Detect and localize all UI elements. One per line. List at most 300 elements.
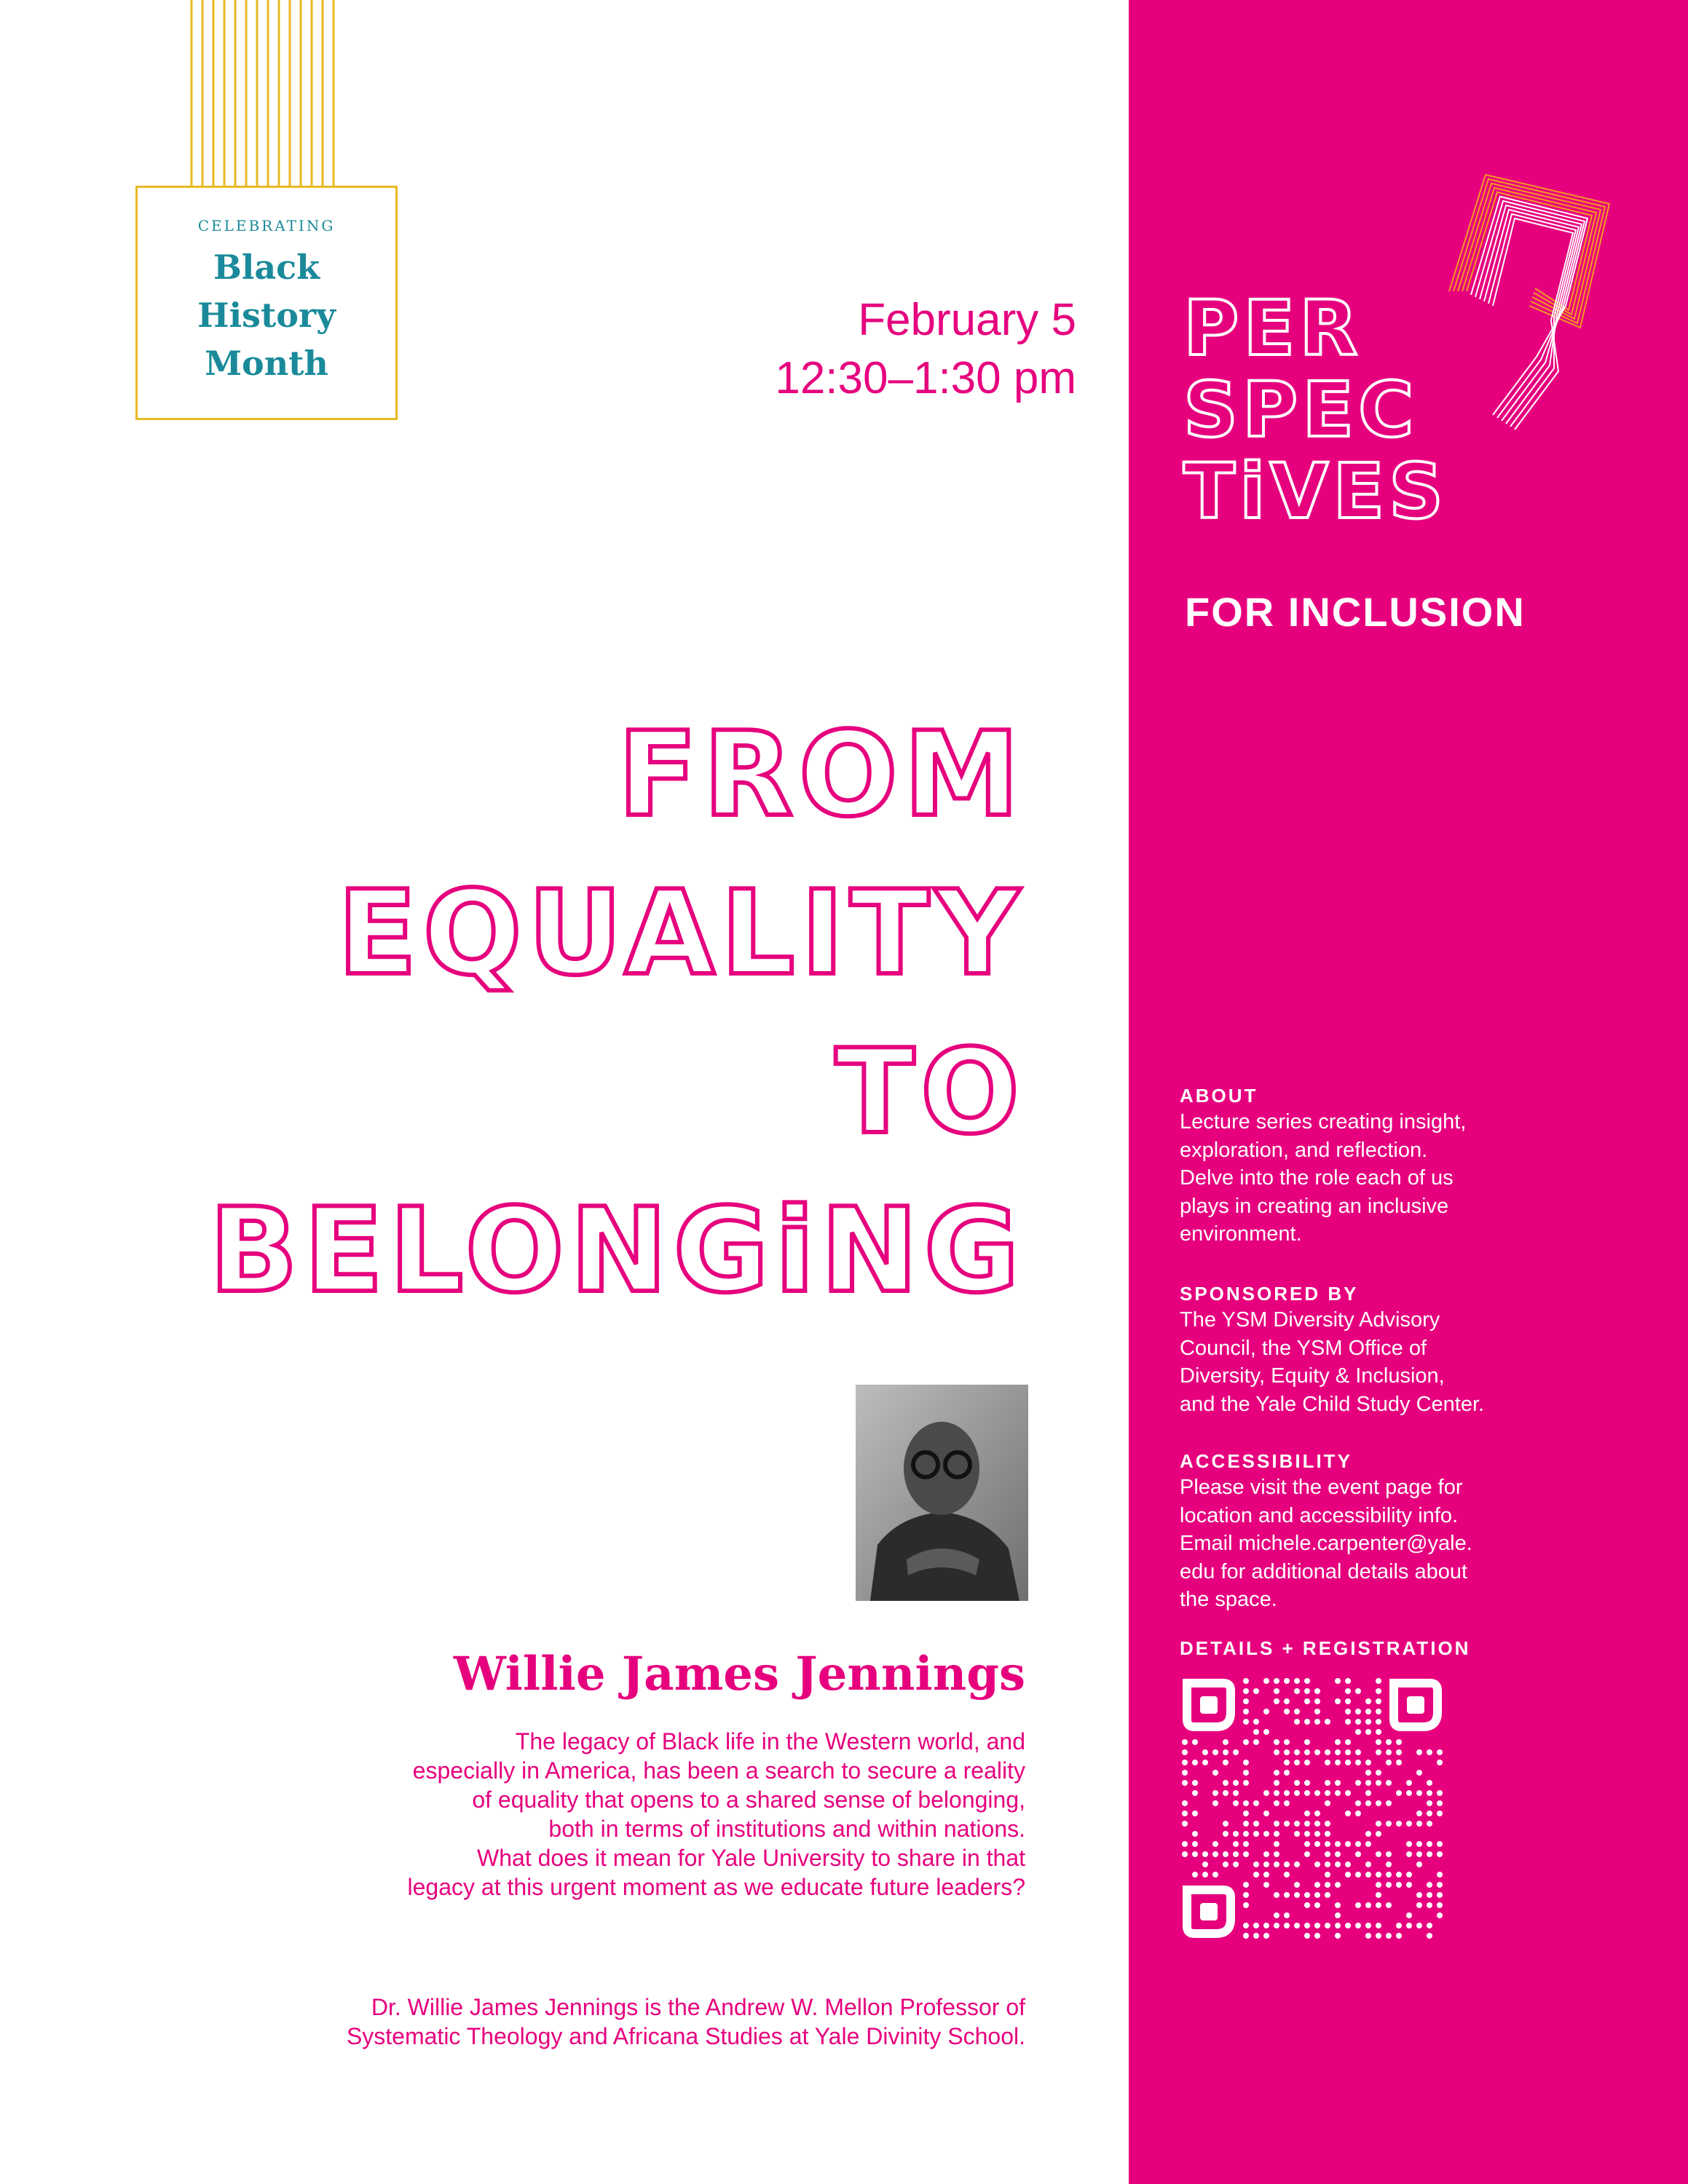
- qr-dot: [1284, 1698, 1290, 1704]
- qr-dot: [1233, 1841, 1239, 1847]
- qr-dot: [1335, 1698, 1341, 1704]
- qr-dot: [1294, 1882, 1300, 1888]
- qr-dot: [1202, 1851, 1208, 1857]
- qr-dot: [1396, 1760, 1402, 1765]
- qr-dot: [1427, 1882, 1432, 1888]
- qr-dot: [1182, 1800, 1188, 1806]
- event-time: 12:30–1:30 pm: [775, 353, 1076, 403]
- qr-dot: [1335, 1841, 1341, 1847]
- about-line: Delve into the role each of us: [1180, 1166, 1454, 1190]
- qr-dot: [1396, 1872, 1402, 1878]
- qr-dot: [1263, 1923, 1269, 1928]
- qr-dot: [1355, 1709, 1361, 1714]
- description-line: of equality that opens to a shared sense of belonging,: [472, 1787, 1025, 1813]
- qr-dot: [1182, 1851, 1188, 1857]
- qr-dot: [1284, 1739, 1290, 1745]
- qr-dot: [1243, 1831, 1249, 1837]
- qr-dot: [1416, 1790, 1422, 1796]
- qr-dot: [1253, 1933, 1259, 1939]
- qr-dot: [1427, 1892, 1432, 1898]
- qr-dot: [1192, 1790, 1198, 1796]
- qr-dot: [1314, 1790, 1320, 1796]
- qr-dot: [1386, 1800, 1392, 1806]
- qr-dot: [1376, 1892, 1381, 1898]
- accessibility-line: location and accessibility info.: [1180, 1503, 1459, 1527]
- qr-dot: [1406, 1923, 1412, 1928]
- qr-dot: [1284, 1892, 1290, 1898]
- qr-dot: [1274, 1790, 1279, 1796]
- qr-dot: [1304, 1780, 1310, 1786]
- qr-dot: [1335, 1861, 1341, 1867]
- speaker-name: Willie James Jennings: [453, 1647, 1025, 1701]
- sponsored-line: Council, the YSM Office of: [1180, 1336, 1427, 1360]
- qr-dot: [1274, 1749, 1279, 1755]
- qr-dot: [1365, 1760, 1371, 1765]
- qr-dot: [1314, 1749, 1320, 1755]
- qr-dot: [1294, 1719, 1300, 1725]
- qr-dot: [1294, 1821, 1300, 1827]
- qr-dot: [1182, 1841, 1188, 1847]
- qr-code-icon[interactable]: [1180, 1676, 1445, 1941]
- qr-dot: [1294, 1749, 1300, 1755]
- qr-dot: [1304, 1698, 1310, 1704]
- qr-dot: [1314, 1719, 1320, 1725]
- qr-dot: [1274, 1821, 1279, 1827]
- qr-dot: [1243, 1821, 1249, 1827]
- qr-dot: [1274, 1831, 1279, 1837]
- qr-dot: [1182, 1811, 1188, 1816]
- qr-dot: [1365, 1933, 1371, 1939]
- qr-dot: [1304, 1688, 1310, 1694]
- qr-dot: [1284, 1760, 1290, 1765]
- about-line: exploration, and reflection.: [1180, 1138, 1428, 1162]
- qr-dot: [1437, 1902, 1443, 1908]
- accessibility-line: edu for additional details about: [1180, 1559, 1468, 1583]
- qr-dot: [1223, 1749, 1228, 1755]
- badge-title-line: History: [197, 296, 336, 335]
- qr-dot: [1427, 1933, 1432, 1939]
- qr-dot: [1263, 1831, 1269, 1837]
- qr-dot: [1243, 1760, 1249, 1765]
- qr-dot: [1416, 1851, 1422, 1857]
- qr-dot: [1223, 1851, 1228, 1857]
- qr-dot: [1345, 1709, 1351, 1714]
- series-title: [1183, 284, 1448, 536]
- accessibility-line[interactable]: Email michele.carpenter@yale.: [1180, 1532, 1472, 1555]
- qr-dot: [1427, 1923, 1432, 1928]
- badge-title: [138, 243, 395, 387]
- qr-dot: [1376, 1709, 1381, 1714]
- qr-dot: [1233, 1749, 1239, 1755]
- qr-dot: [1325, 1923, 1330, 1928]
- qr-dot: [1365, 1790, 1371, 1796]
- qr-dot: [1365, 1841, 1371, 1847]
- qr-dot: [1355, 1780, 1361, 1786]
- qr-dot: [1182, 1749, 1188, 1755]
- about-heading: ABOUT: [1180, 1085, 1258, 1107]
- accessibility-body: [1180, 1473, 1544, 1614]
- qr-dot: [1192, 1780, 1198, 1786]
- qr-dot: [1365, 1872, 1371, 1878]
- qr-dot: [1325, 1892, 1330, 1898]
- qr-dot: [1294, 1831, 1300, 1837]
- qr-dot: [1416, 1811, 1422, 1816]
- qr-dot: [1406, 1790, 1412, 1796]
- qr-dot: [1182, 1760, 1188, 1765]
- series-title-line: SPEC: [1183, 365, 1419, 454]
- qr-dot: [1274, 1780, 1279, 1786]
- qr-dot: [1396, 1739, 1402, 1745]
- qr-dot: [1335, 1902, 1341, 1908]
- qr-dot: [1406, 1912, 1412, 1918]
- qr-dot: [1365, 1831, 1371, 1837]
- badge-title-line: Month: [205, 344, 328, 383]
- qr-dot: [1427, 1821, 1432, 1827]
- qr-dot: [1263, 1872, 1269, 1878]
- qr-dot: [1365, 1770, 1371, 1776]
- qr-dot: [1325, 1831, 1330, 1837]
- about-line: Lecture series creating insight,: [1180, 1110, 1467, 1133]
- qr-dot: [1284, 1861, 1290, 1867]
- description-line: The legacy of Black life in the Western world, and: [515, 1728, 1025, 1754]
- qr-dot: [1304, 1933, 1310, 1939]
- qr-dot: [1243, 1678, 1249, 1684]
- qr-dot: [1253, 1719, 1259, 1725]
- qr-dot: [1284, 1912, 1290, 1918]
- qr-dot: [1325, 1749, 1330, 1755]
- qr-dot: [1202, 1760, 1208, 1765]
- qr-dot: [1294, 1790, 1300, 1796]
- qr-dot: [1243, 1698, 1249, 1704]
- qr-dot: [1233, 1780, 1239, 1786]
- qr-dot: [1325, 1760, 1330, 1765]
- qr-dot: [1365, 1861, 1371, 1867]
- qr-dot: [1355, 1760, 1361, 1765]
- registration-section: [1180, 1636, 1544, 1661]
- qr-dot: [1406, 1841, 1412, 1847]
- speaker-description: [188, 1727, 1025, 1902]
- badge-title-line: Black: [213, 248, 320, 287]
- qr-dot: [1396, 1923, 1402, 1928]
- qr-dot: [1345, 1790, 1351, 1796]
- qr-dot: [1386, 1882, 1392, 1888]
- qr-dot: [1365, 1800, 1371, 1806]
- qr-dot: [1314, 1698, 1320, 1704]
- qr-dot: [1376, 1902, 1381, 1908]
- qr-dot: [1284, 1872, 1290, 1878]
- qr-dot: [1192, 1851, 1198, 1857]
- qr-dot: [1294, 1709, 1300, 1714]
- qr-dot: [1223, 1760, 1228, 1765]
- qr-dot: [1243, 1902, 1249, 1908]
- qr-dot: [1233, 1831, 1239, 1837]
- speaker-bio: [151, 1993, 1025, 2051]
- qr-dot: [1182, 1821, 1188, 1827]
- qr-dot: [1355, 1729, 1361, 1735]
- qr-dot: [1274, 1678, 1279, 1684]
- qr-dot: [1345, 1749, 1351, 1755]
- qr-dot: [1212, 1872, 1218, 1878]
- qr-dot: [1335, 1780, 1341, 1786]
- qr-dot: [1437, 1790, 1443, 1796]
- qr-dot: [1212, 1841, 1218, 1847]
- qr-dot: [1325, 1882, 1330, 1888]
- qr-dot: [1284, 1709, 1290, 1714]
- qr-dot: [1335, 1760, 1341, 1765]
- qr-dot: [1263, 1729, 1269, 1735]
- qr-dot: [1243, 1719, 1249, 1725]
- qr-dot: [1314, 1892, 1320, 1898]
- title-line: FROM: [618, 706, 1025, 842]
- qr-dot: [1416, 1892, 1422, 1898]
- qr-dot: [1437, 1851, 1443, 1857]
- qr-dot: [1253, 1688, 1259, 1694]
- qr-dot: [1253, 1729, 1259, 1735]
- qr-dot: [1223, 1739, 1228, 1745]
- qr-dot: [1253, 1861, 1259, 1867]
- qr-dot: [1355, 1749, 1361, 1755]
- qr-dot: [1263, 1811, 1269, 1816]
- qr-dot: [1355, 1688, 1361, 1694]
- qr-dot: [1253, 1800, 1259, 1806]
- qr-dot: [1376, 1831, 1381, 1837]
- qr-dot: [1243, 1892, 1249, 1898]
- qr-dot: [1263, 1861, 1269, 1867]
- qr-dot: [1355, 1800, 1361, 1806]
- qr-dot: [1294, 1760, 1300, 1765]
- qr-dot: [1437, 1882, 1443, 1888]
- qr-dot: [1325, 1780, 1330, 1786]
- qr-dot: [1253, 1872, 1259, 1878]
- qr-dot: [1365, 1780, 1371, 1786]
- qr-dot: [1386, 1749, 1392, 1755]
- qr-dot: [1263, 1851, 1269, 1857]
- qr-dot: [1386, 1861, 1392, 1867]
- qr-dot: [1437, 1811, 1443, 1816]
- about-line: plays in creating an inclusive: [1180, 1194, 1449, 1218]
- qr-dot: [1304, 1851, 1310, 1857]
- qr-dot: [1376, 1698, 1381, 1704]
- description-line: What does it mean for Yale University to share in that: [477, 1845, 1025, 1871]
- qr-dot: [1233, 1790, 1239, 1796]
- qr-dot: [1386, 1780, 1392, 1786]
- qr-dot: [1345, 1872, 1351, 1878]
- qr-dot: [1212, 1800, 1218, 1806]
- qr-dot: [1243, 1709, 1249, 1714]
- qr-dot: [1335, 1912, 1341, 1918]
- qr-dot: [1202, 1872, 1208, 1878]
- qr-dot: [1406, 1780, 1412, 1786]
- qr-dot: [1243, 1923, 1249, 1928]
- qr-dot: [1243, 1882, 1249, 1888]
- qr-dot: [1253, 1739, 1259, 1745]
- qr-dot: [1365, 1923, 1371, 1928]
- qr-dot: [1223, 1790, 1228, 1796]
- qr-dot: [1376, 1678, 1381, 1684]
- series-subtitle: FOR INCLUSION: [1185, 589, 1526, 635]
- qr-dot: [1294, 1688, 1300, 1694]
- qr-dot: [1294, 1892, 1300, 1898]
- qr-dot: [1304, 1902, 1310, 1908]
- about-body: [1180, 1108, 1544, 1249]
- qr-dot: [1192, 1831, 1198, 1837]
- qr-dot: [1386, 1902, 1392, 1908]
- qr-dot: [1274, 1923, 1279, 1928]
- sponsored-section: [1180, 1281, 1544, 1418]
- sponsored-body: [1180, 1306, 1544, 1418]
- qr-dot: [1274, 1892, 1279, 1898]
- qr-dot: [1355, 1841, 1361, 1847]
- qr-dot: [1212, 1790, 1218, 1796]
- accessibility-line: the space.: [1180, 1588, 1277, 1611]
- qr-dot: [1304, 1760, 1310, 1765]
- qr-dot: [1304, 1841, 1310, 1847]
- qr-dot: [1355, 1719, 1361, 1725]
- qr-dot: [1416, 1841, 1422, 1847]
- qr-dot: [1406, 1872, 1412, 1878]
- qr-dot: [1274, 1739, 1279, 1745]
- qr-dot: [1396, 1933, 1402, 1939]
- qr-dot: [1376, 1821, 1381, 1827]
- qr-dot: [1314, 1831, 1320, 1837]
- speaker-photo: [856, 1385, 1028, 1601]
- black-history-month-badge: [135, 186, 398, 420]
- qr-dot: [1243, 1841, 1249, 1847]
- qr-dot: [1376, 1780, 1381, 1786]
- qr-dot: [1202, 1749, 1208, 1755]
- qr-dot: [1427, 1811, 1432, 1816]
- qr-dot: [1274, 1698, 1279, 1704]
- qr-dot: [1416, 1902, 1422, 1908]
- badge-lines-icon: [188, 0, 341, 186]
- qr-dot: [1304, 1719, 1310, 1725]
- qr-dot: [1253, 1821, 1259, 1827]
- title-line: EQUALITY: [337, 865, 1025, 1001]
- event-date: February 5: [858, 295, 1076, 345]
- qr-dot: [1335, 1882, 1341, 1888]
- qr-dot: [1212, 1770, 1218, 1776]
- qr-dot: [1192, 1872, 1198, 1878]
- event-title: [209, 695, 1025, 1330]
- qr-dot: [1365, 1698, 1371, 1704]
- qr-dot: [1284, 1923, 1290, 1928]
- qr-dot: [1335, 1851, 1341, 1857]
- qr-dot: [1396, 1790, 1402, 1796]
- qr-dot: [1427, 1800, 1432, 1806]
- qr-dot: [1376, 1749, 1381, 1755]
- qr-dot: [1284, 1800, 1290, 1806]
- qr-dot: [1274, 1851, 1279, 1857]
- title-line: TO: [835, 1024, 1025, 1160]
- description-line: especially in America, has been a search to secure a reality: [412, 1757, 1025, 1784]
- qr-dot: [1376, 1923, 1381, 1928]
- qr-dot: [1274, 1912, 1279, 1918]
- accessibility-line: Please visit the event page for: [1180, 1476, 1463, 1499]
- qr-dot: [1192, 1811, 1198, 1816]
- qr-dot: [1427, 1841, 1432, 1847]
- qr-dot: [1376, 1851, 1381, 1857]
- qr-dot: [1294, 1861, 1300, 1867]
- qr-dot: [1376, 1800, 1381, 1806]
- qr-dot: [1274, 1770, 1279, 1776]
- qr-dot: [1325, 1790, 1330, 1796]
- qr-dot: [1335, 1749, 1341, 1755]
- qr-dot: [1427, 1902, 1432, 1908]
- qr-dot: [1406, 1821, 1412, 1827]
- qr-dot: [1223, 1861, 1228, 1867]
- qr-dot: [1233, 1800, 1239, 1806]
- qr-dot: [1386, 1872, 1392, 1878]
- bio-line: Systematic Theology and Africana Studies at Yale Divinity School.: [346, 2023, 1025, 2049]
- qr-dot: [1314, 1923, 1320, 1928]
- qr-dot: [1274, 1688, 1279, 1694]
- qr-dot: [1427, 1790, 1432, 1796]
- qr-dot: [1223, 1821, 1228, 1827]
- qr-dot: [1253, 1831, 1259, 1837]
- qr-dot: [1304, 1678, 1310, 1684]
- qr-dot: [1355, 1872, 1361, 1878]
- qr-dot: [1376, 1882, 1381, 1888]
- qr-dot: [1437, 1912, 1443, 1918]
- qr-dot: [1325, 1851, 1330, 1857]
- qr-dot: [1182, 1739, 1188, 1745]
- qr-dot: [1263, 1933, 1269, 1939]
- qr-dot: [1437, 1872, 1443, 1878]
- about-section: [1180, 1083, 1544, 1249]
- qr-dot: [1314, 1841, 1320, 1847]
- qr-dot: [1253, 1923, 1259, 1928]
- qr-dot: [1335, 1739, 1341, 1745]
- qr-dot: [1243, 1933, 1249, 1939]
- qr-dot: [1192, 1739, 1198, 1745]
- qr-dot: [1345, 1739, 1351, 1745]
- qr-dot: [1304, 1892, 1310, 1898]
- qr-dot: [1355, 1902, 1361, 1908]
- qr-dot: [1212, 1749, 1218, 1755]
- qr-dot: [1416, 1749, 1422, 1755]
- qr-dot: [1406, 1851, 1412, 1857]
- qr-dot: [1437, 1800, 1443, 1806]
- qr-dot: [1345, 1760, 1351, 1765]
- qr-dot: [1314, 1861, 1320, 1867]
- qr-dot: [1437, 1841, 1443, 1847]
- qr-dot: [1304, 1749, 1310, 1755]
- qr-dot: [1345, 1719, 1351, 1725]
- qr-dot: [1294, 1923, 1300, 1928]
- qr-dot: [1304, 1831, 1310, 1837]
- qr-dot: [1437, 1760, 1443, 1765]
- qr-dot: [1325, 1719, 1330, 1725]
- qr-dot: [1416, 1770, 1422, 1776]
- qr-dot: [1314, 1821, 1320, 1827]
- qr-dot: [1314, 1709, 1320, 1714]
- qr-dot: [1427, 1780, 1432, 1786]
- qr-dot: [1376, 1770, 1381, 1776]
- qr-dot: [1284, 1749, 1290, 1755]
- qr-dot: [1304, 1739, 1310, 1745]
- qr-dot: [1263, 1882, 1269, 1888]
- accessibility-section: [1180, 1449, 1544, 1614]
- qr-dot: [1233, 1851, 1239, 1857]
- qr-dot: [1376, 1933, 1381, 1939]
- qr-dot: [1376, 1719, 1381, 1725]
- qr-dot: [1274, 1861, 1279, 1867]
- qr-dot: [1325, 1841, 1330, 1847]
- qr-dot: [1345, 1678, 1351, 1684]
- qr-dot: [1294, 1780, 1300, 1786]
- qr-dot: [1304, 1923, 1310, 1928]
- qr-dot: [1345, 1923, 1351, 1928]
